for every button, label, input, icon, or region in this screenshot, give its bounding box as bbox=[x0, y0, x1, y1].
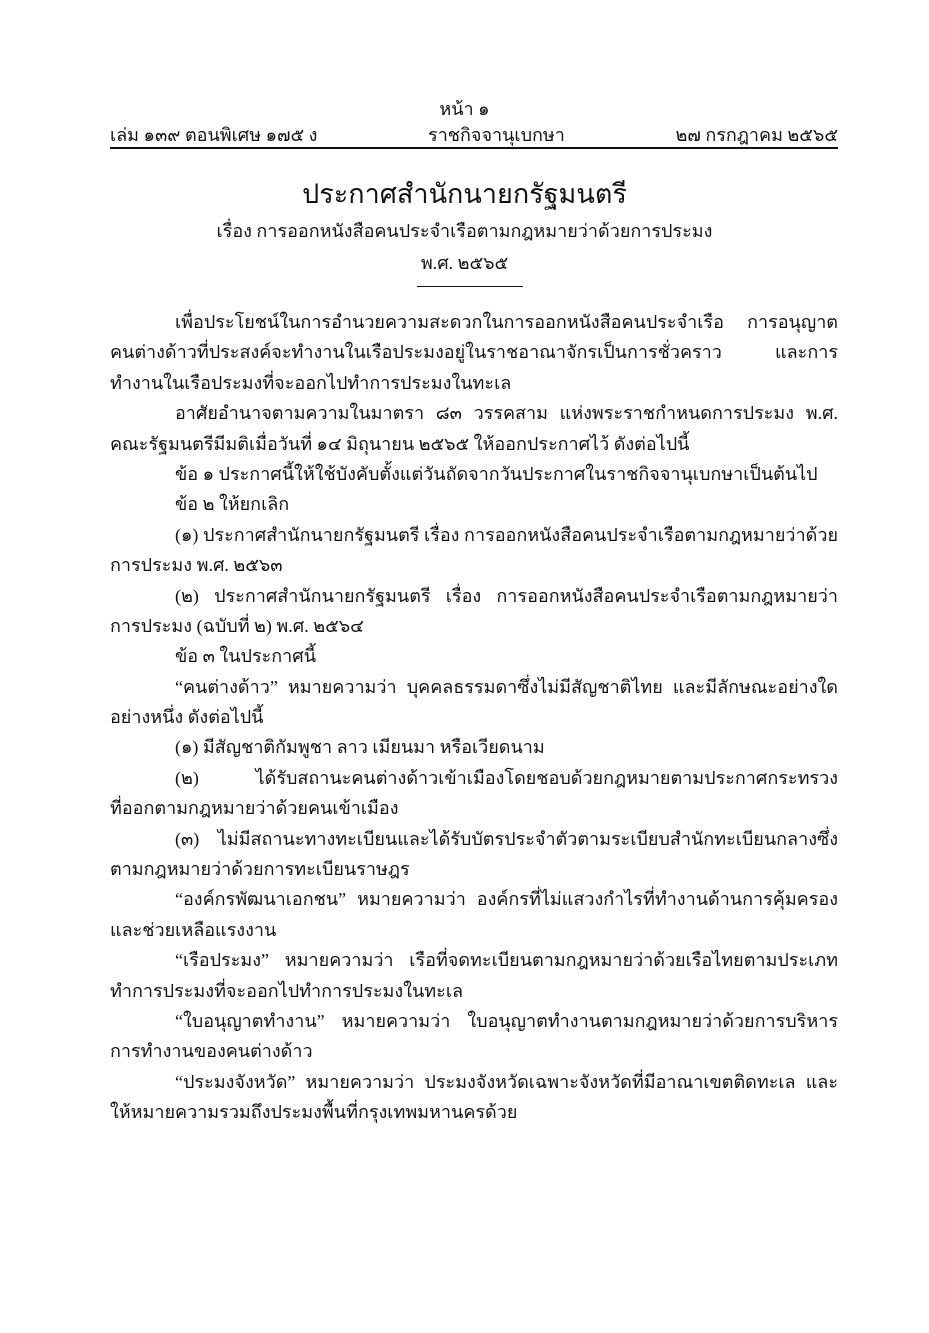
publish-date: ๒๗ กรกฎาคม ๒๕๖๕ bbox=[675, 125, 838, 145]
text-line: และช่วยเหลือแรงงาน bbox=[110, 919, 277, 940]
text-line: การทำงานของคนต่างด้าว bbox=[110, 1041, 313, 1062]
text-line: คนต่างด้าวที่ประสงค์จะทำงานในเรือประมงอยู่ในราชอาณาจักรเป็นการชั่วคราว และการ bbox=[110, 342, 838, 363]
text-line: ข้อ ๓ ในประกาศนี้ bbox=[175, 646, 317, 667]
text-line: ตามกฎหมายว่าด้วยการทะเบียนราษฎร bbox=[110, 859, 410, 880]
document-year: พ.ศ. ๒๕๖๕ bbox=[420, 253, 509, 273]
volume-info: เล่ม ๑๓๙ ตอนพิเศษ ๑๗๕ ง bbox=[110, 125, 318, 145]
document-subject: เรื่อง การออกหนังสือคนประจำเรือตามกฎหมายว่าด้วยการประมง bbox=[216, 221, 713, 241]
text-line: การประมง พ.ศ. ๒๕๖๓ bbox=[110, 555, 283, 576]
text-line: ทำงานในเรือประมงที่จะออกไปทำการประมงในทะเล bbox=[110, 372, 512, 393]
text-line: ที่ออกตามกฎหมายว่าด้วยคนเข้าเมือง bbox=[110, 798, 399, 819]
gazette-name: ราชกิจจานุเบกษา bbox=[428, 125, 565, 145]
text-line: ทำการประมงที่จะออกไปทำการประมงในทะเล bbox=[110, 980, 464, 1001]
text-line: เพื่อประโยชน์ในการอำนวยความสะดวกในการออกหนังสือคนประจำเรือ การอนุญาต bbox=[175, 312, 838, 332]
text-line: (๒) ได้รับสถานะคนต่างด้าวเข้าเมืองโดยชอบด้วยกฎหมายตามประกาศกระทรวง bbox=[175, 767, 838, 788]
text-line: “องค์กรพัฒนาเอกชน” หมายความว่า องค์กรที่ไม่แสวงกำไรที่ทำงานด้านการคุ้มครอง bbox=[175, 889, 838, 910]
text-line: อาศัยอำนาจตามความในมาตรา ๘๓ วรรคสาม แห่งพระราชกำหนดการประมง พ.ศ. bbox=[175, 403, 838, 424]
text-line: อย่างหนึ่ง ดังต่อไปนี้ bbox=[110, 707, 264, 728]
document-body bbox=[110, 307, 838, 1128]
text-line: ข้อ ๑ ประกาศนี้ให้ใช้บังคับตั้งแต่วันถัดจากวันประกาศในราชกิจจานุเบกษาเป็นต้นไป bbox=[175, 463, 818, 484]
text-line: “ใบอนุญาตทำงาน” หมายความว่า ใบอนุญาตทำงานตามกฎหมายว่าด้วยการบริหาร bbox=[175, 1010, 838, 1031]
text-line: (๑) ประกาศสำนักนายกรัฐมนตรี เรื่อง การออกหนังสือคนประจำเรือตามกฎหมายว่าด้วย bbox=[175, 524, 838, 545]
text-line: (๓) ไม่มีสถานะทางทะเบียนและได้รับบัตรประจำตัวตามระเบียบสำนักทะเบียนกลางซึ่ง bbox=[175, 828, 838, 849]
text-line: “คนต่างด้าว” หมายความว่า บุคคลธรรมดาซึ่งไม่มีสัญชาติไทย และมีลักษณะอย่างใด bbox=[175, 676, 838, 697]
text-line: คณะรัฐมนตรีมีมติเมื่อวันที่ ๑๔ มิถุนายน ๒๕๖๕ ให้ออกประกาศไว้ ดังต่อไปนี้ bbox=[110, 433, 690, 454]
gazette-header bbox=[110, 120, 838, 149]
text-line: “เรือประมง” หมายความว่า เรือที่จดทะเบียนตามกฎหมายว่าด้วยเรือไทยตามประเภท bbox=[175, 950, 838, 971]
text-line: “ประมงจังหวัด” หมายความว่า ประมงจังหวัดเฉพาะจังหวัดที่มีอาณาเขตติดทะเล และ bbox=[175, 1071, 838, 1092]
text-line: (๑) มีสัญชาติกัมพูชา ลาว เมียนมา หรือเวียดนาม bbox=[175, 737, 545, 758]
header-divider bbox=[110, 147, 838, 149]
text-line: ให้หมายความรวมถึงประมงพื้นที่กรุงเทพมหานครด้วย bbox=[110, 1102, 518, 1123]
title-divider bbox=[417, 286, 523, 287]
text-line: ข้อ ๒ ให้ยกเลิก bbox=[175, 494, 290, 515]
text-line: (๒) ประกาศสำนักนายกรัฐมนตรี เรื่อง การออกหนังสือคนประจำเรือตามกฎหมายว่า bbox=[175, 585, 838, 606]
document-title: ประกาศสำนักนายกรัฐมนตรี bbox=[302, 179, 627, 209]
text-line: การประมง (ฉบับที่ ๒) พ.ศ. ๒๕๖๔ bbox=[110, 615, 364, 636]
page-number: หน้า ๑ bbox=[439, 99, 490, 119]
